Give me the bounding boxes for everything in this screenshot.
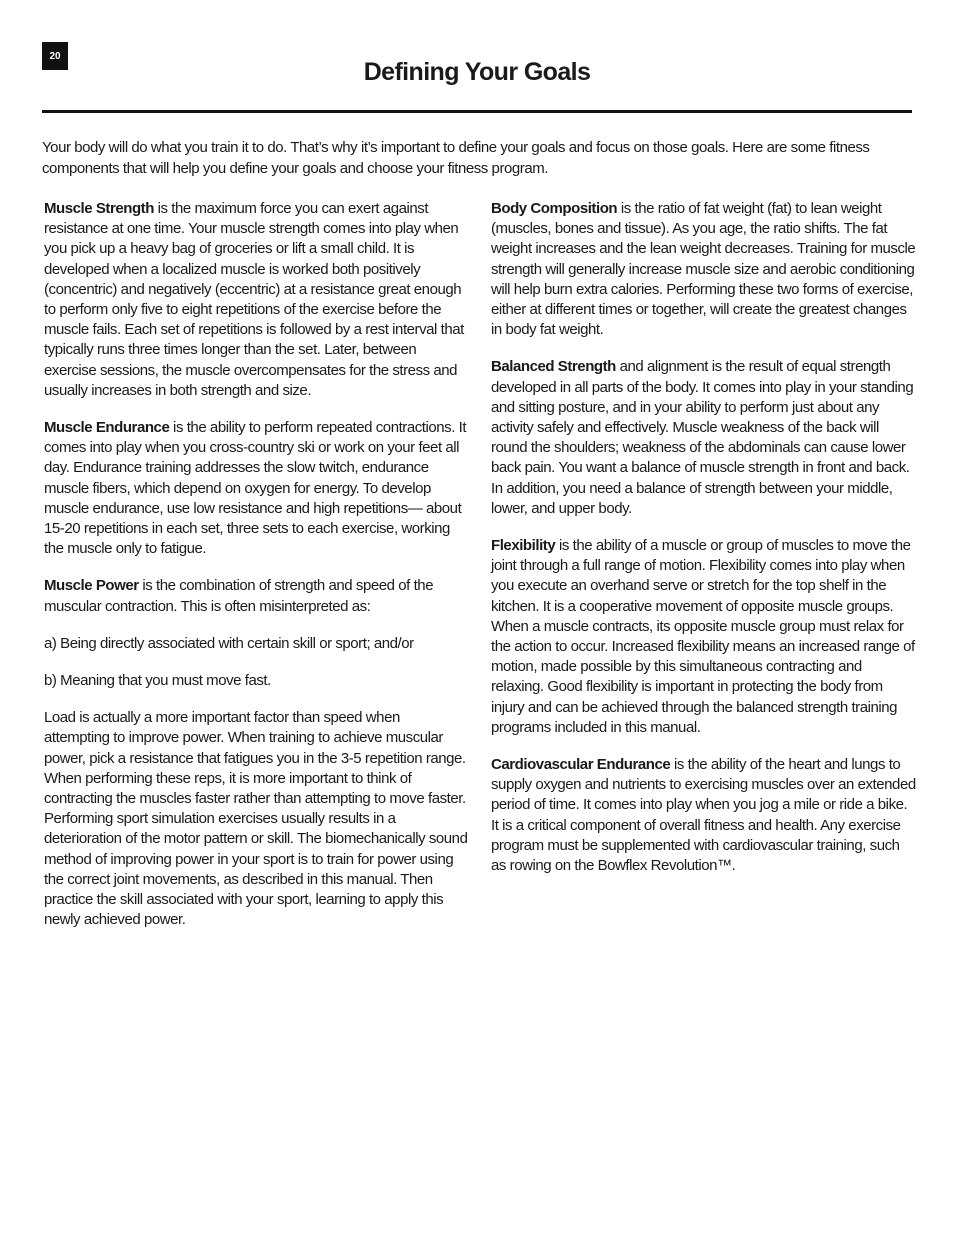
- term-body-composition: Body Composition: [491, 200, 618, 217]
- muscle-strength-paragraph: [44, 199, 469, 401]
- term-balanced-strength: Balanced Strength: [491, 358, 616, 376]
- load-paragraph: Load is actually a more important factor than speed when attempting to improve power. When training to achieve muscular power, pick a resistance that fatigues you in the 3-5 repetition range. When performing these reps, it is more important to think of contracting the muscles faster rather than attempting to move faster. Performing sport simulation exercises usually results in a deterioration of the motor pattern or skill. The biomechanically sound method of improving power in your sport is to train for power using the correct joint movements, as described in this manual. Then practice the skill associated with your sport, learning to apply this newly achieved power.: [44, 709, 468, 929]
- body-composition-paragraph: [491, 199, 916, 340]
- term-muscle-endurance: Muscle Endurance: [44, 419, 170, 437]
- term-cardiovascular-endurance: Cardiovascular Endurance: [491, 756, 671, 774]
- body-composition-text: is the ratio of fat weight (fat) to lean weight (muscles, bones and tissue). As you age, the ratio shifts. The fat weight increases and the lean weight decreases. Training for muscle strength will generally increase muscle size and aerobic conditioning will help burn extra calories. Performing these two forms of exercise, either at different times or together, will create the greatest changes in body fat weight.: [491, 200, 916, 339]
- title-divider: [42, 110, 912, 113]
- term-muscle-power: Muscle Power: [44, 577, 139, 595]
- muscle-endurance-text: is the ability to perform repeated contractions. It comes into play when you cross-country ski or work on your feet all day. Endurance training addresses the slow twitch, endurance muscle fibers, which depend on oxygen for energy. To develop muscle endurance, use low resistance and high repetitions— about 15-20 repetitions in each set, three sets to each exercise, working the muscle only to fatigue.: [44, 419, 467, 558]
- muscle-power-paragraph: [44, 576, 469, 616]
- intro-paragraph: Your body will do what you train it to do. That’s why it’s important to define your goals and focus on those goals. Here are some fitness components that will help you define your goals and choose your fitness program.: [42, 139, 870, 177]
- term-muscle-strength: Muscle Strength: [44, 200, 154, 217]
- page-title: Defining Your Goals: [363, 58, 591, 86]
- flexibility-text: is the ability of a muscle or group of muscles to move the joint through a full range of motion. Flexibility comes into play when you execute an overhand serve or stretch for the top shelf in the kitchen. It is a cooperative movement of opposite muscle groups. When a muscle contracts, its opposite muscle group must relax for the action to occur. Increased flexibility means an increased range of motion, made possible by this simultaneous contracting and relaxing. Good flexibility is important in protecting the body from injury and can be achieved through the balanced strength training programs included in this manual.: [491, 537, 915, 736]
- cardiovascular-endurance-text: is the ability of the heart and lungs to supply oxygen and nutrients to exercising muscles over an extended period of time. It comes into play when you jog a mile or ride a bike. It is a critical component of overall fitness and health. Any exercise program must be supplemented with cardiovascular training, such as rowing on the Bowflex Revolution™.: [491, 756, 916, 875]
- balanced-strength-paragraph: [491, 357, 916, 519]
- right-column: [491, 199, 916, 893]
- page-number: 20: [42, 42, 68, 70]
- muscle-endurance-paragraph: [44, 418, 469, 559]
- cardiovascular-endurance-paragraph: [491, 755, 916, 876]
- muscle-strength-text: is the maximum force you can exert against resistance at one time. Your muscle strength comes into play when you pick up a heavy bag of groceries or lift a small child. It is developed when a localized muscle is worked both positively (concentric) and negatively (eccentric) at a resistance great enough to perform only five to eight repetitions of the exercise before the muscle fails. Each set of repetitions is followed by a rest interval that typically runs three times longer than the set. Later, between exercise sessions, the muscle overcompensates for the stress and usually increases in both strength and size.: [44, 200, 464, 399]
- balanced-strength-text: and alignment is the result of equal strength developed in all parts of the body. It comes into play in your standing and sitting posture, and in your ability to perform just about any activity safely and effectively. Muscle weakness of the back will round the shoulders; weakness of the abdominals can cause lower back pain. You want a balance of muscle strength in front and back. In addition, you need a balance of strength between your middle, lower, and upper body.: [491, 358, 914, 517]
- term-flexibility: Flexibility: [491, 537, 556, 555]
- list-item-a: a) Being directly associated with certain skill or sport; and/or: [44, 634, 414, 652]
- flexibility-paragraph: [491, 536, 916, 738]
- left-column: [44, 199, 469, 948]
- list-item-b: b) Meaning that you must move fast.: [44, 672, 271, 690]
- muscle-power-text: is the combination of strength and speed of the muscular contraction. This is often misinterpreted as:: [44, 577, 434, 615]
